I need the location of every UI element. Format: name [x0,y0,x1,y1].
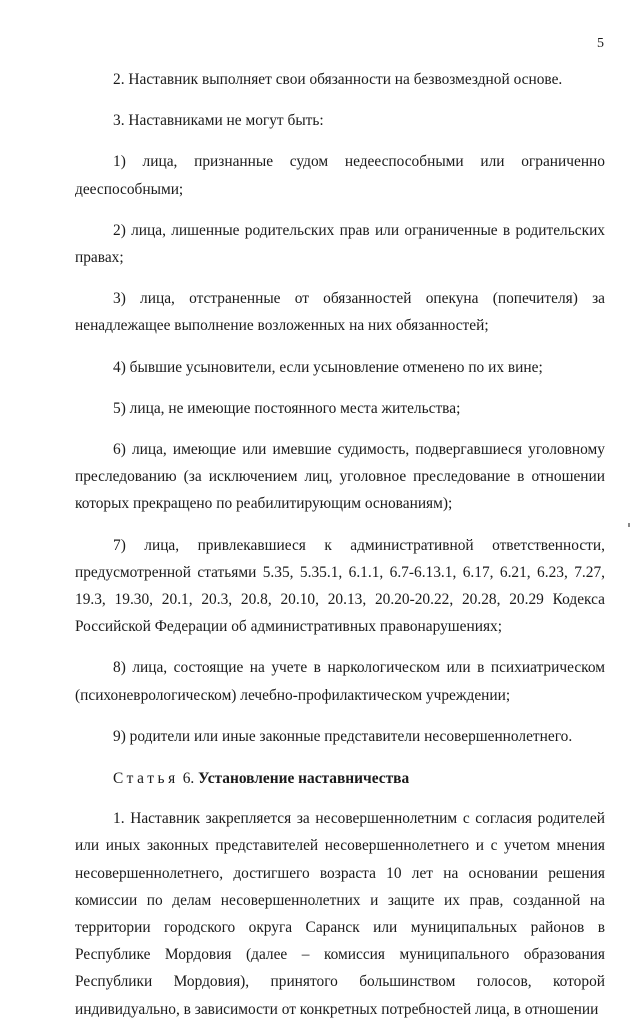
list-item-9: 9) родители или иные законные представители несовершеннолетнего. [113,727,573,745]
article-label: Статья [113,770,179,788]
paragraph-2: 2. Наставник выполняет свои обязанности на безвозмездной основе. [113,71,563,88]
list-item-7: 7) лица, привлекавшиеся к административной ответственности, предусмотренной статьями 5.35, 5.35.1, 6.1.1, 6.7-6.13.1, 6.17, 6.21, 6.23, 7.27, 19.3, 19.30, 20.1, 20.3, 20.8, 20.10, 20.13, 20.20-20.22, 20.28, 20.29 Кодекса Российской Федерации об административных правонарушениях; [75,536,605,636]
list-item-2: 2) лица, лишенные родительских прав или ограниченные в родительских правах; [75,221,605,267]
page-number: 5 [597,36,604,51]
list-item-6: 6) лица, имеющие или имевшие судимость, подвергавшиеся уголовному преследованию (за исключением лиц, уголовное преследование в отношении которых прекращено по реабилитирующим основаниям); [75,441,605,513]
list-item-3: 3) лица, отстраненные от обязанностей опекуна (попечителя) за ненадлежащее выполнение возложенных на них обязанностей; [75,290,605,335]
paragraph-3: 3. Наставниками не могут быть: [113,112,324,130]
list-item-4: 4) бывшие усыновители, если усыновление отменено по их вине; [113,358,543,376]
list-item-8: 8) лица, состоящие на учете в наркологическом или в психиатрическом (психоневрологическом) лечебно-профилактическом учреждении; [75,659,605,704]
list-item-5: 5) лица, не имеющие постоянного места жительства; [113,399,461,417]
article-number: 6. [178,770,195,788]
list-item-1: 1) лица, признанные судом недееспособными или ограниченно дееспособными; [75,153,605,198]
scan-artifact [628,523,630,527]
document-body [75,66,605,1023]
article-paragraph-1: 1. Наставник закрепляется за несовершеннолетним с согласия родителей или иных законных представителей несовершеннолетнего и с учетом мнения несовершеннолетнего, достигшего возраста 10 лет на основании решения комиссии по делам несовершеннолетних и защите их прав, созданной на территории городского округа Саранск или муниципальных районов в Республике Мордовия (далее – комиссия муниципального образования Республики Мордовия), принятого большинством голосов, которой индивидуально, в зависимости от конкретных потребностей лица, в отношении [75,810,605,1018]
article-heading [75,765,605,792]
article-title: Установление наставничества [194,770,410,788]
